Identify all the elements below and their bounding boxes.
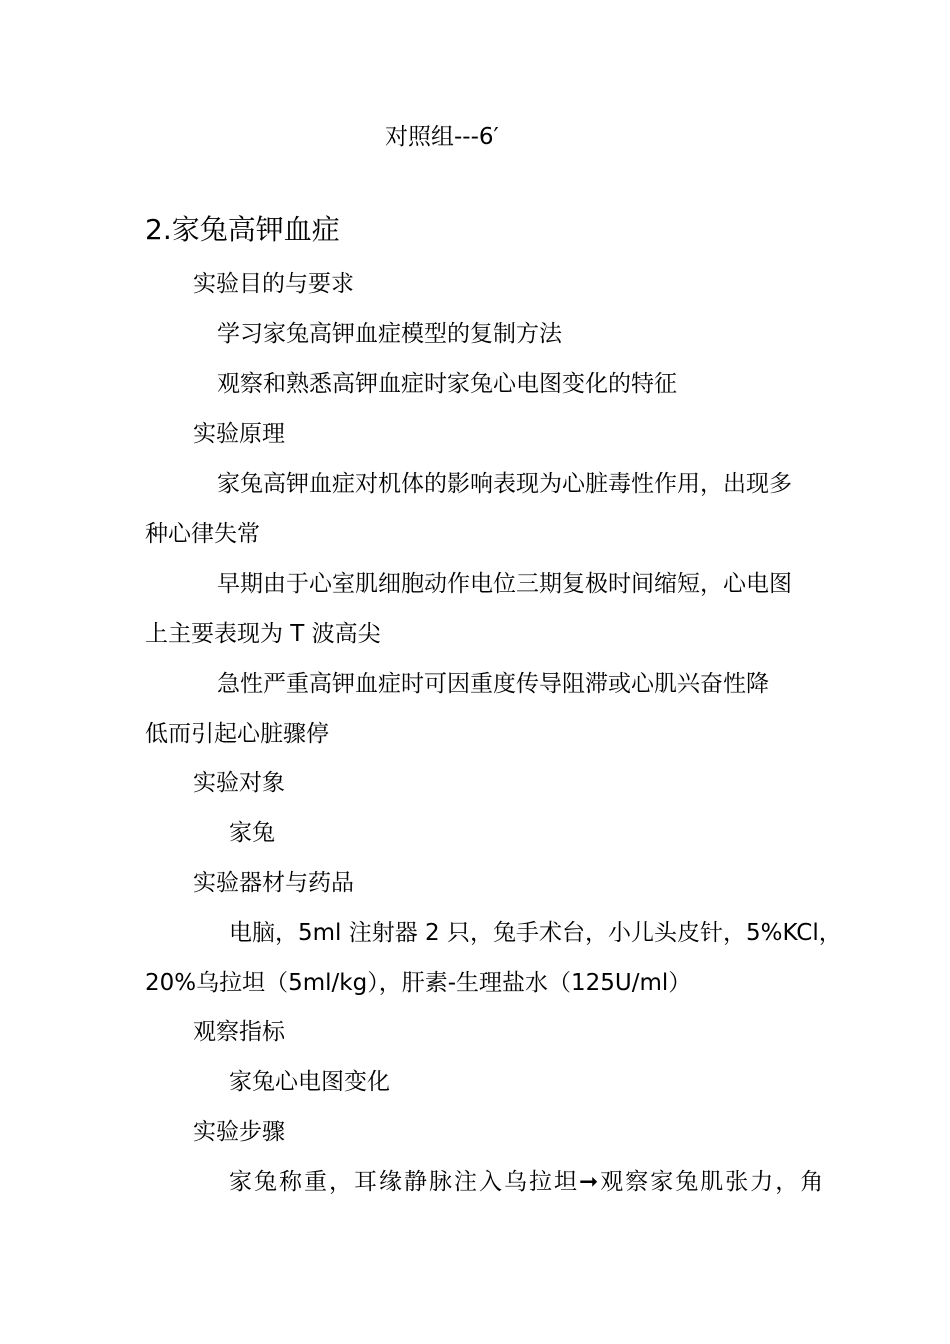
principle-text: 种心律失常 xyxy=(145,521,260,547)
steps-heading: 实验步骤 xyxy=(193,1119,285,1145)
purpose-item: 观察和熟悉高钾血症时家兔心电图变化的特征 xyxy=(217,371,677,397)
principle-heading: 实验原理 xyxy=(193,421,285,447)
materials-heading: 实验器材与药品 xyxy=(193,870,354,896)
indicator-text: 家兔心电图变化 xyxy=(229,1069,390,1095)
top-note: 对照组---6′ xyxy=(385,124,499,150)
subject-text: 家兔 xyxy=(229,820,275,846)
principle-text: 低而引起心脏骤停 xyxy=(145,721,329,747)
principle-text: 早期由于心室肌细胞动作电位三期复极时间缩短，心电图 xyxy=(217,571,792,597)
subject-heading: 实验对象 xyxy=(193,770,285,796)
principle-text: 急性严重高钾血症时可因重度传导阻滞或心肌兴奋性降 xyxy=(217,671,769,697)
section-title: 2.家兔高钾血症 xyxy=(145,213,340,246)
purpose-item: 学习家兔高钾血症模型的复制方法 xyxy=(217,321,562,347)
steps-text: 家兔称重，耳缘静脉注入乌拉坦➞观察家兔肌张力，角 xyxy=(229,1169,826,1195)
principle-text: 家兔高钾血症对机体的影响表现为心脏毒性作用，出现多 xyxy=(217,471,792,497)
materials-text: 20%乌拉坦（5ml/kg），肝素-生理盐水（125U/ml） xyxy=(145,970,692,996)
indicator-heading: 观察指标 xyxy=(193,1019,285,1045)
materials-text: 电脑，5ml 注射器 2 只，兔手术台，小儿头皮针，5%KCl， xyxy=(229,920,842,946)
purpose-heading: 实验目的与要求 xyxy=(193,271,354,297)
principle-text: 上主要表现为 T 波高尖 xyxy=(145,621,381,647)
